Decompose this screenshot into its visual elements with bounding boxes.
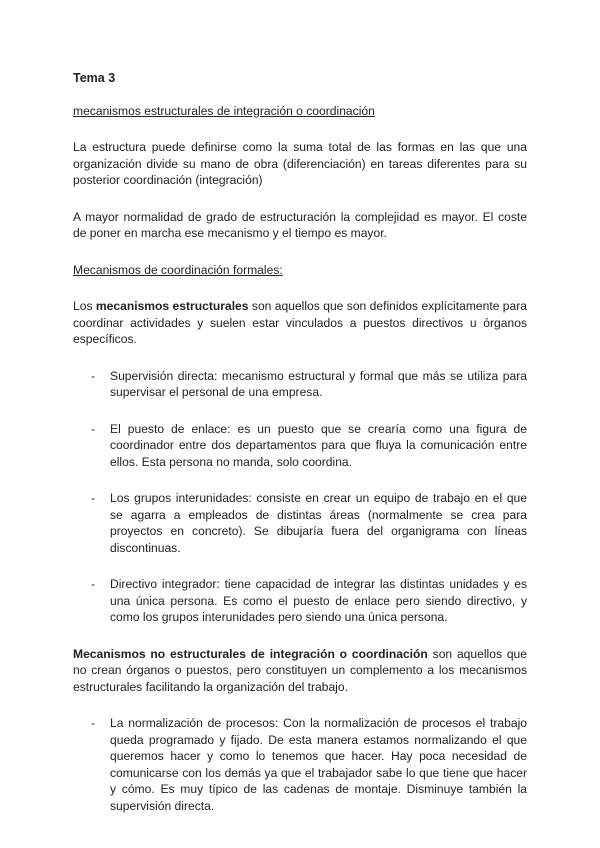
paragraph-structural-mechanisms: Los mecanismos estructurales son aquellos que son definidos explícitamente para coordinar actividades y suelen estar vinculados a puestos directivos u órganos específicos. — [73, 299, 528, 346]
bold-term: mecanismos estructurales — [95, 299, 249, 313]
list-item: - La normalización de procesos: Con la normalización de procesos el trabajo queda programado y fijado. De esta manera estamos normalizando el que queremos hacer y como lo tenemos que hacer. Hay poca necesidad de comunicarse con los demás ya que el trabajador sabe lo que tiene que hacer y cómo. Es muy típico de las cadenas de montaje. Disminuye también la supervisión directa. — [91, 716, 527, 813]
list-item: - El puesto de enlace: es un puesto que se crearía como una figura de coordinador entre dos departamentos para que fluya la comunicación entre ellos. Esta persona no manda, solo coordina. — [91, 421, 527, 469]
dash-marker: - — [91, 421, 96, 436]
paragraph-definition: La estructura puede definirse como la suma total de las formas en las que una organización divide su mano de obra (diferenciación) en tareas diferentes para su posterior coordinación (integración) — [73, 140, 527, 187]
section-heading-formal: Mecanismos de coordinación formales: — [73, 262, 283, 277]
dash-marker: - — [91, 491, 96, 505]
list-item: - Los grupos interunidades: consiste en crear un equipo de trabajo en el que se agarra a empleados de distintas áreas (normalmente se crea para proyectos en concreto). Se dibujaría fuera del organigrama con líneas discontinuas. — [91, 491, 527, 555]
bold-term: Mecanismos no estructurales de integración o coordinación — [73, 646, 428, 661]
bullet-list-non-structural — [73, 715, 527, 814]
list-item: - Directivo integrador: tiene capacidad de integrar las distintas unidades y es una única persona. Es como el puesto de enlace pero siendo directivo, y como los grupos interunidades pero siendo una única persona. — [91, 577, 527, 624]
document-page — [73, 70, 527, 814]
paragraph-non-structural: Mecanismos no estructurales de integración o coordinación son aquellos que no crean órganos o puestos, pero constituyen un complemento a los mecanismos estructurales facilitando la organización del trabajo. — [73, 646, 527, 694]
paragraph-complexity: A mayor normalidad de grado de estructuración la complejidad es mayor. El coste de poner en marcha ese mecanismo y el tiempo es mayor. — [73, 209, 527, 240]
dash-marker: - — [91, 577, 96, 591]
section-heading-structural: mecanismos estructurales de integración o coordinación — [73, 103, 375, 118]
page-title: Tema 3 — [73, 71, 116, 85]
dash-marker: - — [91, 716, 96, 730]
dash-marker: - — [91, 368, 96, 383]
list-item: - Supervisión directa: mecanismo estructural y formal que más se utiliza para supervisar el personal de una empresa. — [91, 368, 527, 399]
bullet-list-formal — [73, 368, 527, 626]
